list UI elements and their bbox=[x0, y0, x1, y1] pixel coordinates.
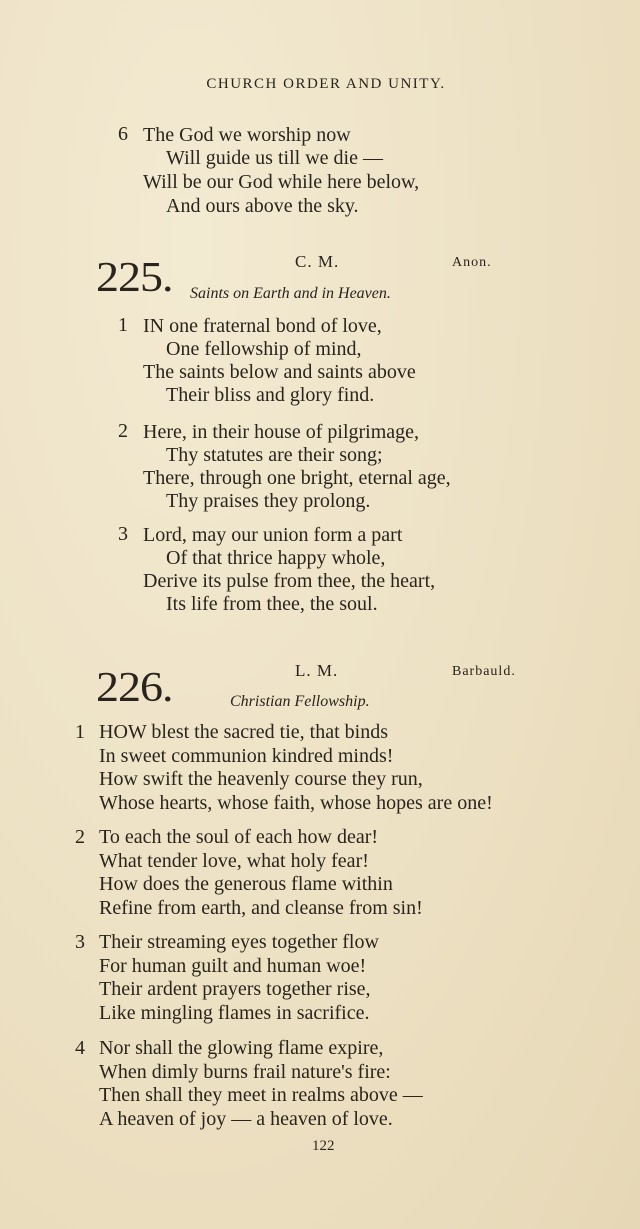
stanza-number: 2 bbox=[75, 826, 85, 848]
hymn-title: Saints on Earth and in Heaven. bbox=[190, 285, 391, 302]
verse-line: To each the soul of each how dear! bbox=[99, 826, 379, 848]
verse-line: Like mingling flames in sacrifice. bbox=[99, 1002, 370, 1024]
hymn-author: Anon. bbox=[452, 255, 492, 270]
verse-line: The saints below and saints above bbox=[143, 361, 416, 383]
verse-line: Will be our God while here below, bbox=[143, 171, 420, 193]
verse-line: HOW blest the sacred tie, that binds bbox=[99, 721, 389, 743]
stanza-number: 3 bbox=[75, 931, 85, 953]
verse-line: In sweet communion kindred minds! bbox=[99, 745, 394, 767]
verse-line: Their bliss and glory find. bbox=[166, 384, 375, 406]
verse-line: What tender love, what holy fear! bbox=[99, 850, 369, 872]
stanza-number: 4 bbox=[75, 1037, 85, 1059]
verse-line: Their streaming eyes together flow bbox=[99, 931, 379, 953]
verse-line: Nor shall the glowing flame expire, bbox=[99, 1037, 384, 1059]
verse-line: IN one fraternal bond of love, bbox=[143, 315, 382, 337]
running-header: CHURCH ORDER AND UNITY. bbox=[206, 76, 446, 92]
verse-line: Then shall they meet in realms above — bbox=[99, 1084, 423, 1106]
verse-line: Derive its pulse from thee, the heart, bbox=[143, 570, 436, 592]
stanza-number: 1 bbox=[75, 721, 85, 743]
verse-line: How swift the heavenly course they run, bbox=[99, 768, 423, 790]
verse-line: One fellowship of mind, bbox=[166, 338, 362, 360]
verse-line: The God we worship now bbox=[143, 124, 351, 146]
page-number: 122 bbox=[312, 1138, 335, 1154]
verse-line: Will guide us till we die — bbox=[166, 147, 383, 169]
verse-line: Thy praises they prolong. bbox=[166, 490, 371, 512]
verse-line: There, through one bright, eternal age, bbox=[143, 467, 451, 489]
hymn-number: 225. bbox=[96, 253, 173, 300]
stanza-number: 2 bbox=[118, 420, 128, 442]
hymn-meter: C. M. bbox=[295, 252, 340, 271]
verse-line: When dimly burns frail nature's fire: bbox=[99, 1061, 391, 1083]
hymn-meter: L. M. bbox=[295, 661, 339, 680]
verse-line: Lord, may our union form a part bbox=[143, 524, 403, 546]
hymn-author: Barbauld. bbox=[452, 664, 516, 679]
verse-line: A heaven of joy — a heaven of love. bbox=[99, 1108, 393, 1130]
verse-line: Refine from earth, and cleanse from sin! bbox=[99, 897, 423, 919]
stanza-number: 6 bbox=[118, 123, 128, 145]
verse-line: Their ardent prayers together rise, bbox=[99, 978, 371, 1000]
hymn-title: Christian Fellowship. bbox=[230, 693, 370, 710]
verse-line: For human guilt and human woe! bbox=[99, 955, 367, 977]
verse-line: Of that thrice happy whole, bbox=[166, 547, 386, 569]
stanza-number: 1 bbox=[118, 314, 128, 336]
stanza-number: 3 bbox=[118, 523, 128, 545]
verse-line: Whose hearts, whose faith, whose hopes are one! bbox=[99, 792, 493, 814]
verse-line: Its life from thee, the soul. bbox=[166, 593, 378, 615]
verse-line: How does the generous flame within bbox=[99, 873, 393, 895]
verse-line: And ours above the sky. bbox=[166, 195, 359, 217]
verse-line: Thy statutes are their song; bbox=[166, 444, 383, 466]
verse-line: Here, in their house of pilgrimage, bbox=[143, 421, 420, 443]
hymn-number: 226. bbox=[96, 663, 173, 710]
